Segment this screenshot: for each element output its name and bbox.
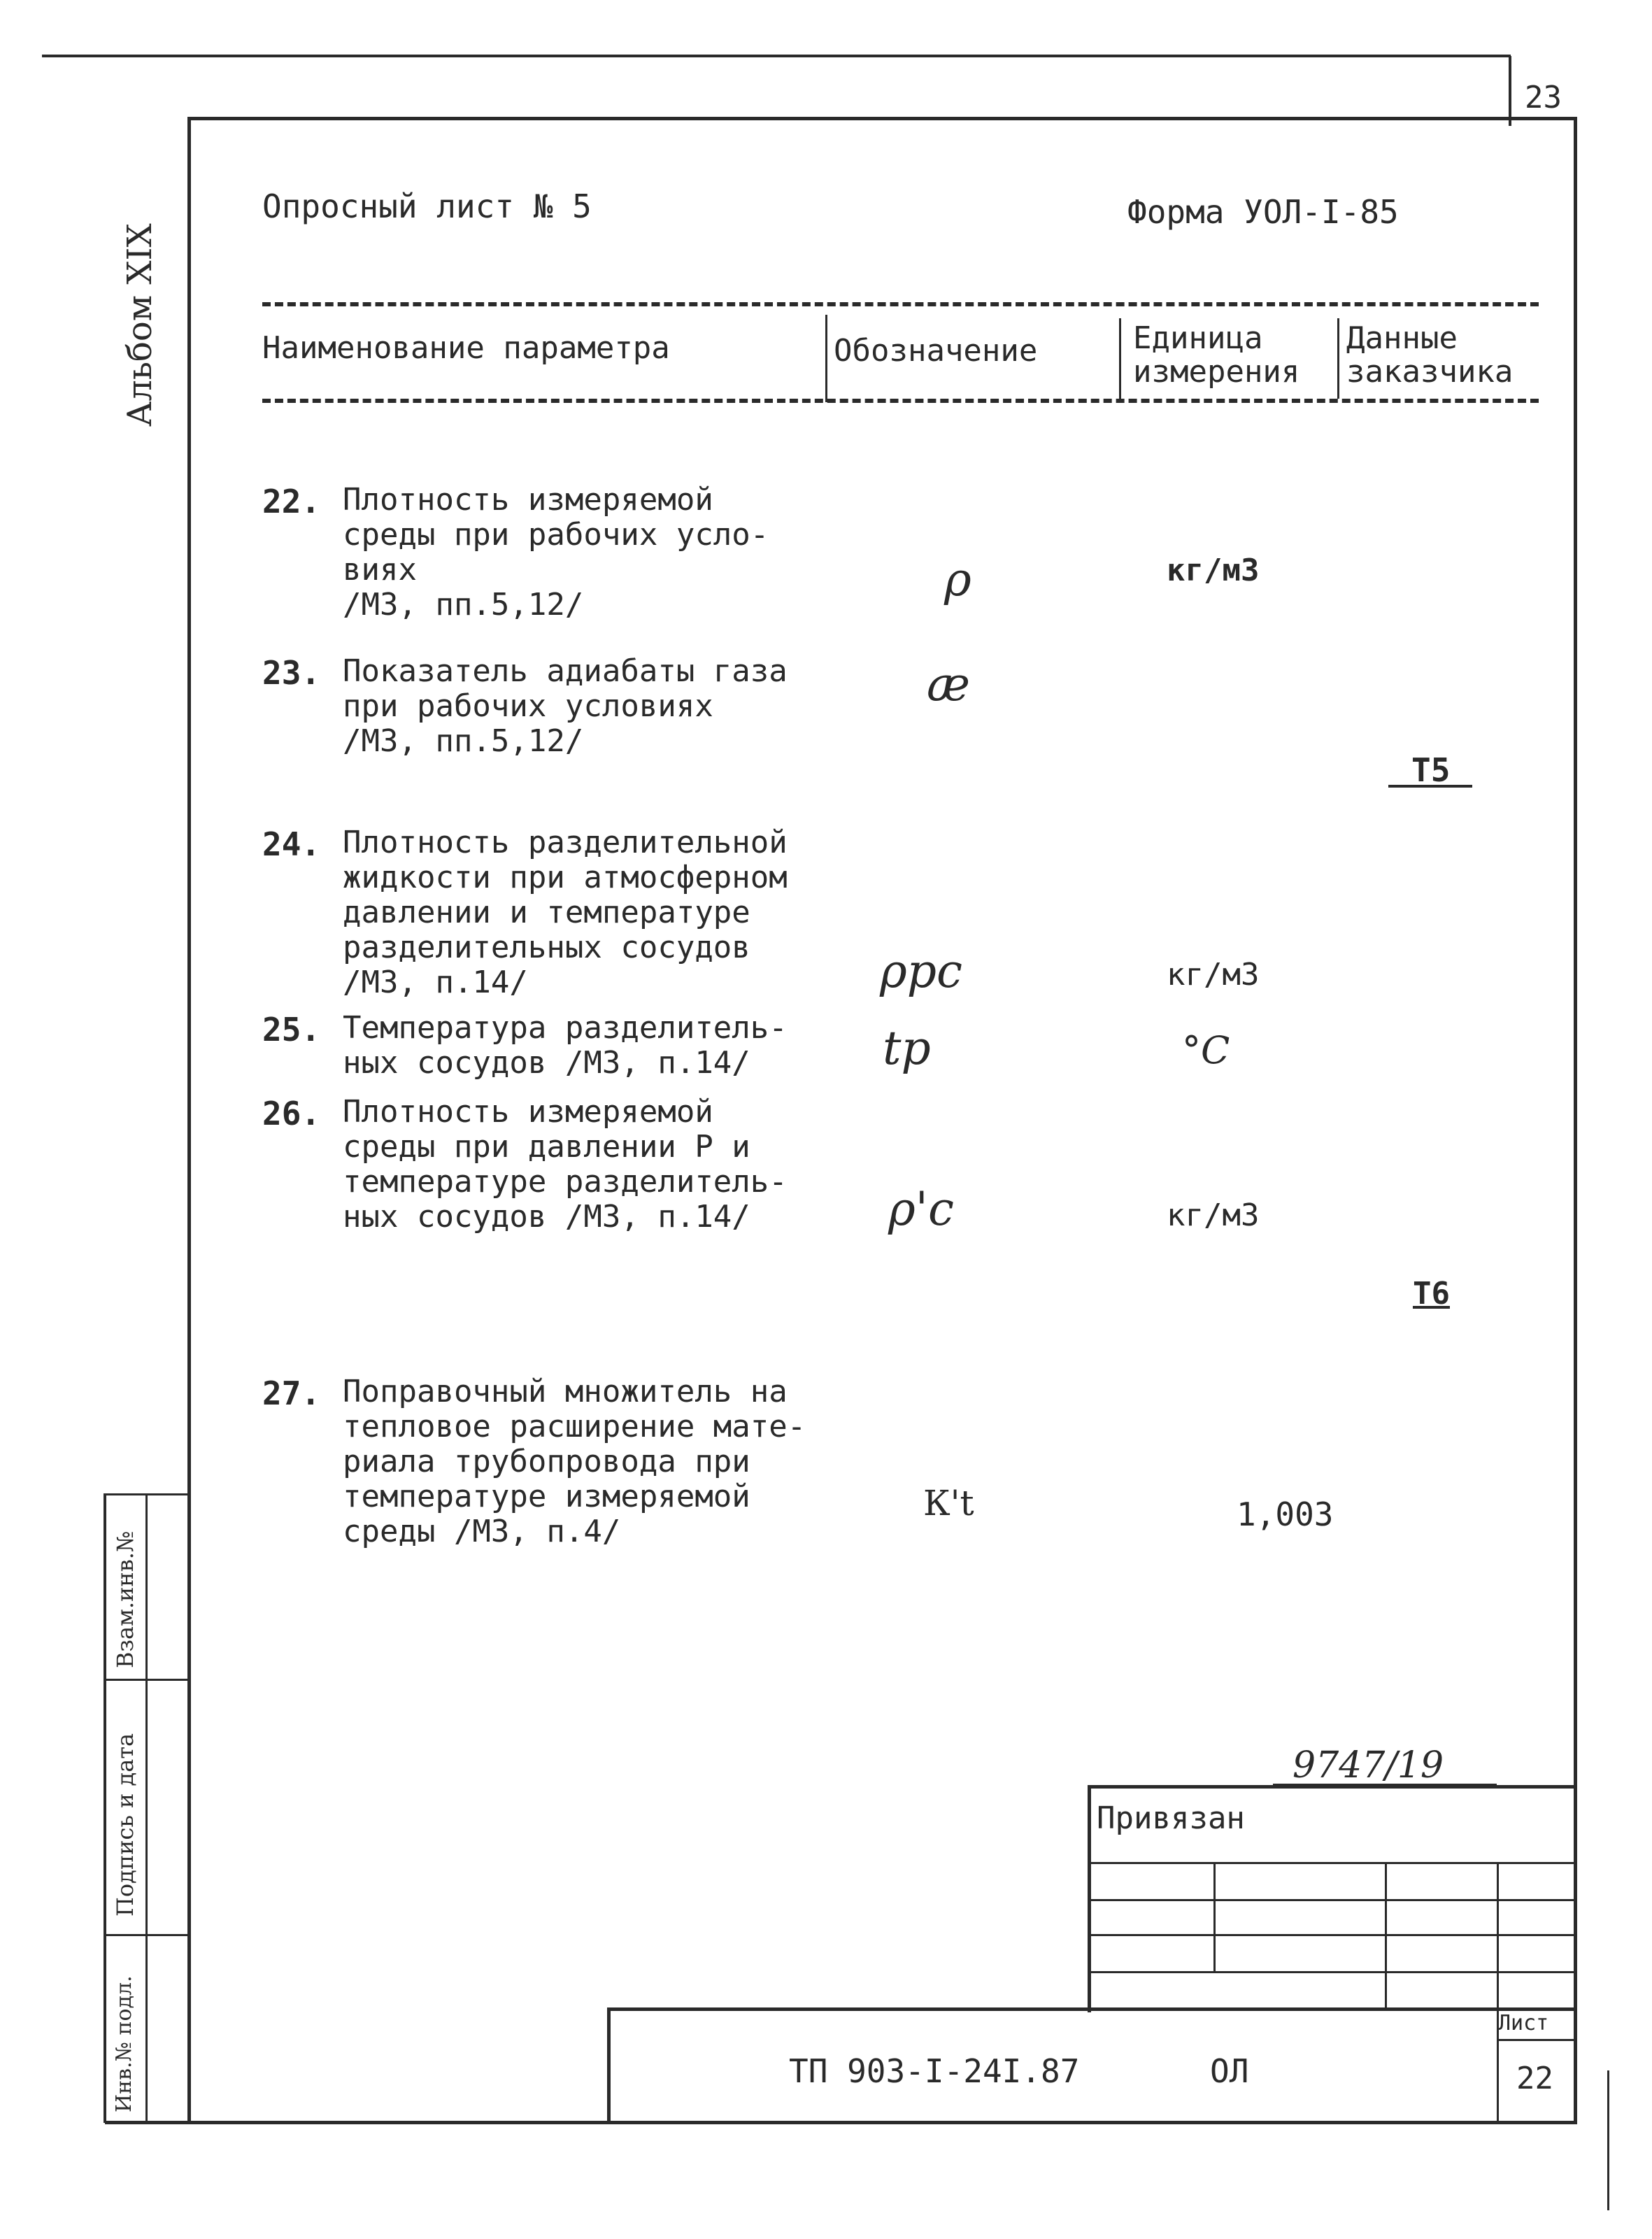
- item-26-number: 26.: [262, 1095, 321, 1132]
- sheet-label: Лист: [1498, 2011, 1549, 2035]
- right-edge-mark: [1607, 2070, 1609, 2210]
- marker-t5-underline: [1388, 785, 1472, 788]
- page-number: 23: [1525, 80, 1562, 115]
- bound-row-4: [1088, 1971, 1574, 1973]
- item-23-text: Показатель адиабаты газа при рабочих условиях /МЗ, пп.5,12/: [343, 653, 788, 759]
- handwritten-number: 9747/19: [1293, 1744, 1444, 1786]
- bound-row-1: [1088, 1862, 1574, 1864]
- top-rule: [42, 55, 1511, 57]
- side-stamp-top: [104, 1493, 189, 1495]
- col-unit-1: Единица: [1133, 320, 1263, 356]
- form-code: Форма УОЛ-I-85: [1127, 193, 1399, 231]
- title-block-left: [607, 2007, 611, 2123]
- item-25-text: Температура разделитель- ных сосудов /МЗ, п.14/: [343, 1010, 788, 1081]
- side-stamp-left: [104, 1493, 106, 2123]
- title-block-top: [607, 2007, 1576, 2011]
- item-24-number: 24.: [262, 825, 321, 863]
- side-sign-date: Подпись и дата: [112, 1733, 138, 1917]
- marker-t6: Т6: [1413, 1276, 1450, 1312]
- header-dash-bottom: [262, 399, 1539, 403]
- bound-box-top: [1088, 1785, 1574, 1789]
- item-26-unit: кг/м3: [1167, 1197, 1260, 1233]
- bound-col-2: [1385, 1862, 1387, 2009]
- frame-bottom: [105, 2121, 1577, 2124]
- col-divider-1: [825, 315, 827, 402]
- item-27-value: 1,003: [1237, 1495, 1334, 1533]
- bound-col-1: [1213, 1862, 1216, 1971]
- item-26-text: Плотность измеряемой среды при давлении Р и температуре разделитель- ных сосудов /МЗ, п.14/: [343, 1094, 788, 1235]
- side-stamp-div-1: [104, 1679, 189, 1681]
- side-orig-inv: Инв.№ подл.: [112, 1975, 136, 2112]
- bound-row-3: [1088, 1934, 1574, 1936]
- header-dash-top: [262, 302, 1539, 306]
- sheet-label-divider: [1497, 2039, 1575, 2041]
- item-23-number: 23.: [262, 654, 321, 692]
- col-divider-2: [1119, 318, 1121, 402]
- side-stamp-div-2: [104, 1934, 189, 1936]
- doc-code: ТП 903-I-24I.87: [789, 2052, 1080, 2090]
- bound-label: Привязан: [1097, 1800, 1245, 1836]
- item-23-symbol: æ: [927, 658, 971, 711]
- item-27-symbol: К't: [923, 1483, 974, 1523]
- page-number-divider: [1509, 56, 1511, 126]
- bound-row-2: [1088, 1899, 1574, 1901]
- doc-type: ОЛ: [1210, 2052, 1249, 2090]
- marker-t5: Т5: [1411, 751, 1451, 789]
- col-name: Наименование параметра: [262, 330, 670, 366]
- item-27-text: Поправочный множитель на тепловое расширение мате- риала трубопровода при температуре измеряемой среды /МЗ, п.4/: [343, 1374, 806, 1549]
- col-divider-3: [1337, 318, 1339, 399]
- questionnaire-title: Опросный лист № 5: [262, 187, 592, 225]
- side-replace-inv: Взам.инв.№: [112, 1530, 138, 1668]
- item-26-symbol: ρ'с: [888, 1182, 954, 1236]
- bound-col-3: [1497, 1862, 1499, 2124]
- item-22-unit: кг/м3: [1167, 553, 1260, 588]
- frame-right: [1574, 117, 1577, 2124]
- col-customer-2: заказчика: [1346, 354, 1514, 390]
- item-24-unit: кг/м3: [1167, 957, 1260, 993]
- col-unit-2: измерения: [1133, 354, 1300, 390]
- col-symbol: Обозначение: [834, 333, 1038, 369]
- col-customer-1: Данные: [1346, 320, 1458, 356]
- item-24-symbol: ρрс: [880, 944, 963, 998]
- item-27-number: 27.: [262, 1374, 321, 1412]
- frame-left: [187, 117, 191, 2124]
- sheet-number: 22: [1516, 2061, 1553, 2096]
- item-22-symbol: ρ: [944, 553, 971, 606]
- item-25-unit: °С: [1182, 1028, 1230, 1072]
- album-label: Альбом XIX: [120, 223, 159, 427]
- item-22-text: Плотность измеряемой среды при рабочих усло- виях /МЗ, пп.5,12/: [343, 482, 769, 623]
- item-25-symbol: tр: [883, 1021, 931, 1075]
- item-24-text: Плотность разделительной жидкости при атмосферном давлении и температуре разделительных сосудов /МЗ, п.14/: [343, 825, 788, 1000]
- side-stamp-mid: [145, 1493, 148, 2123]
- item-25-number: 25.: [262, 1011, 321, 1049]
- item-22-number: 22.: [262, 483, 321, 520]
- frame-top: [189, 117, 1577, 120]
